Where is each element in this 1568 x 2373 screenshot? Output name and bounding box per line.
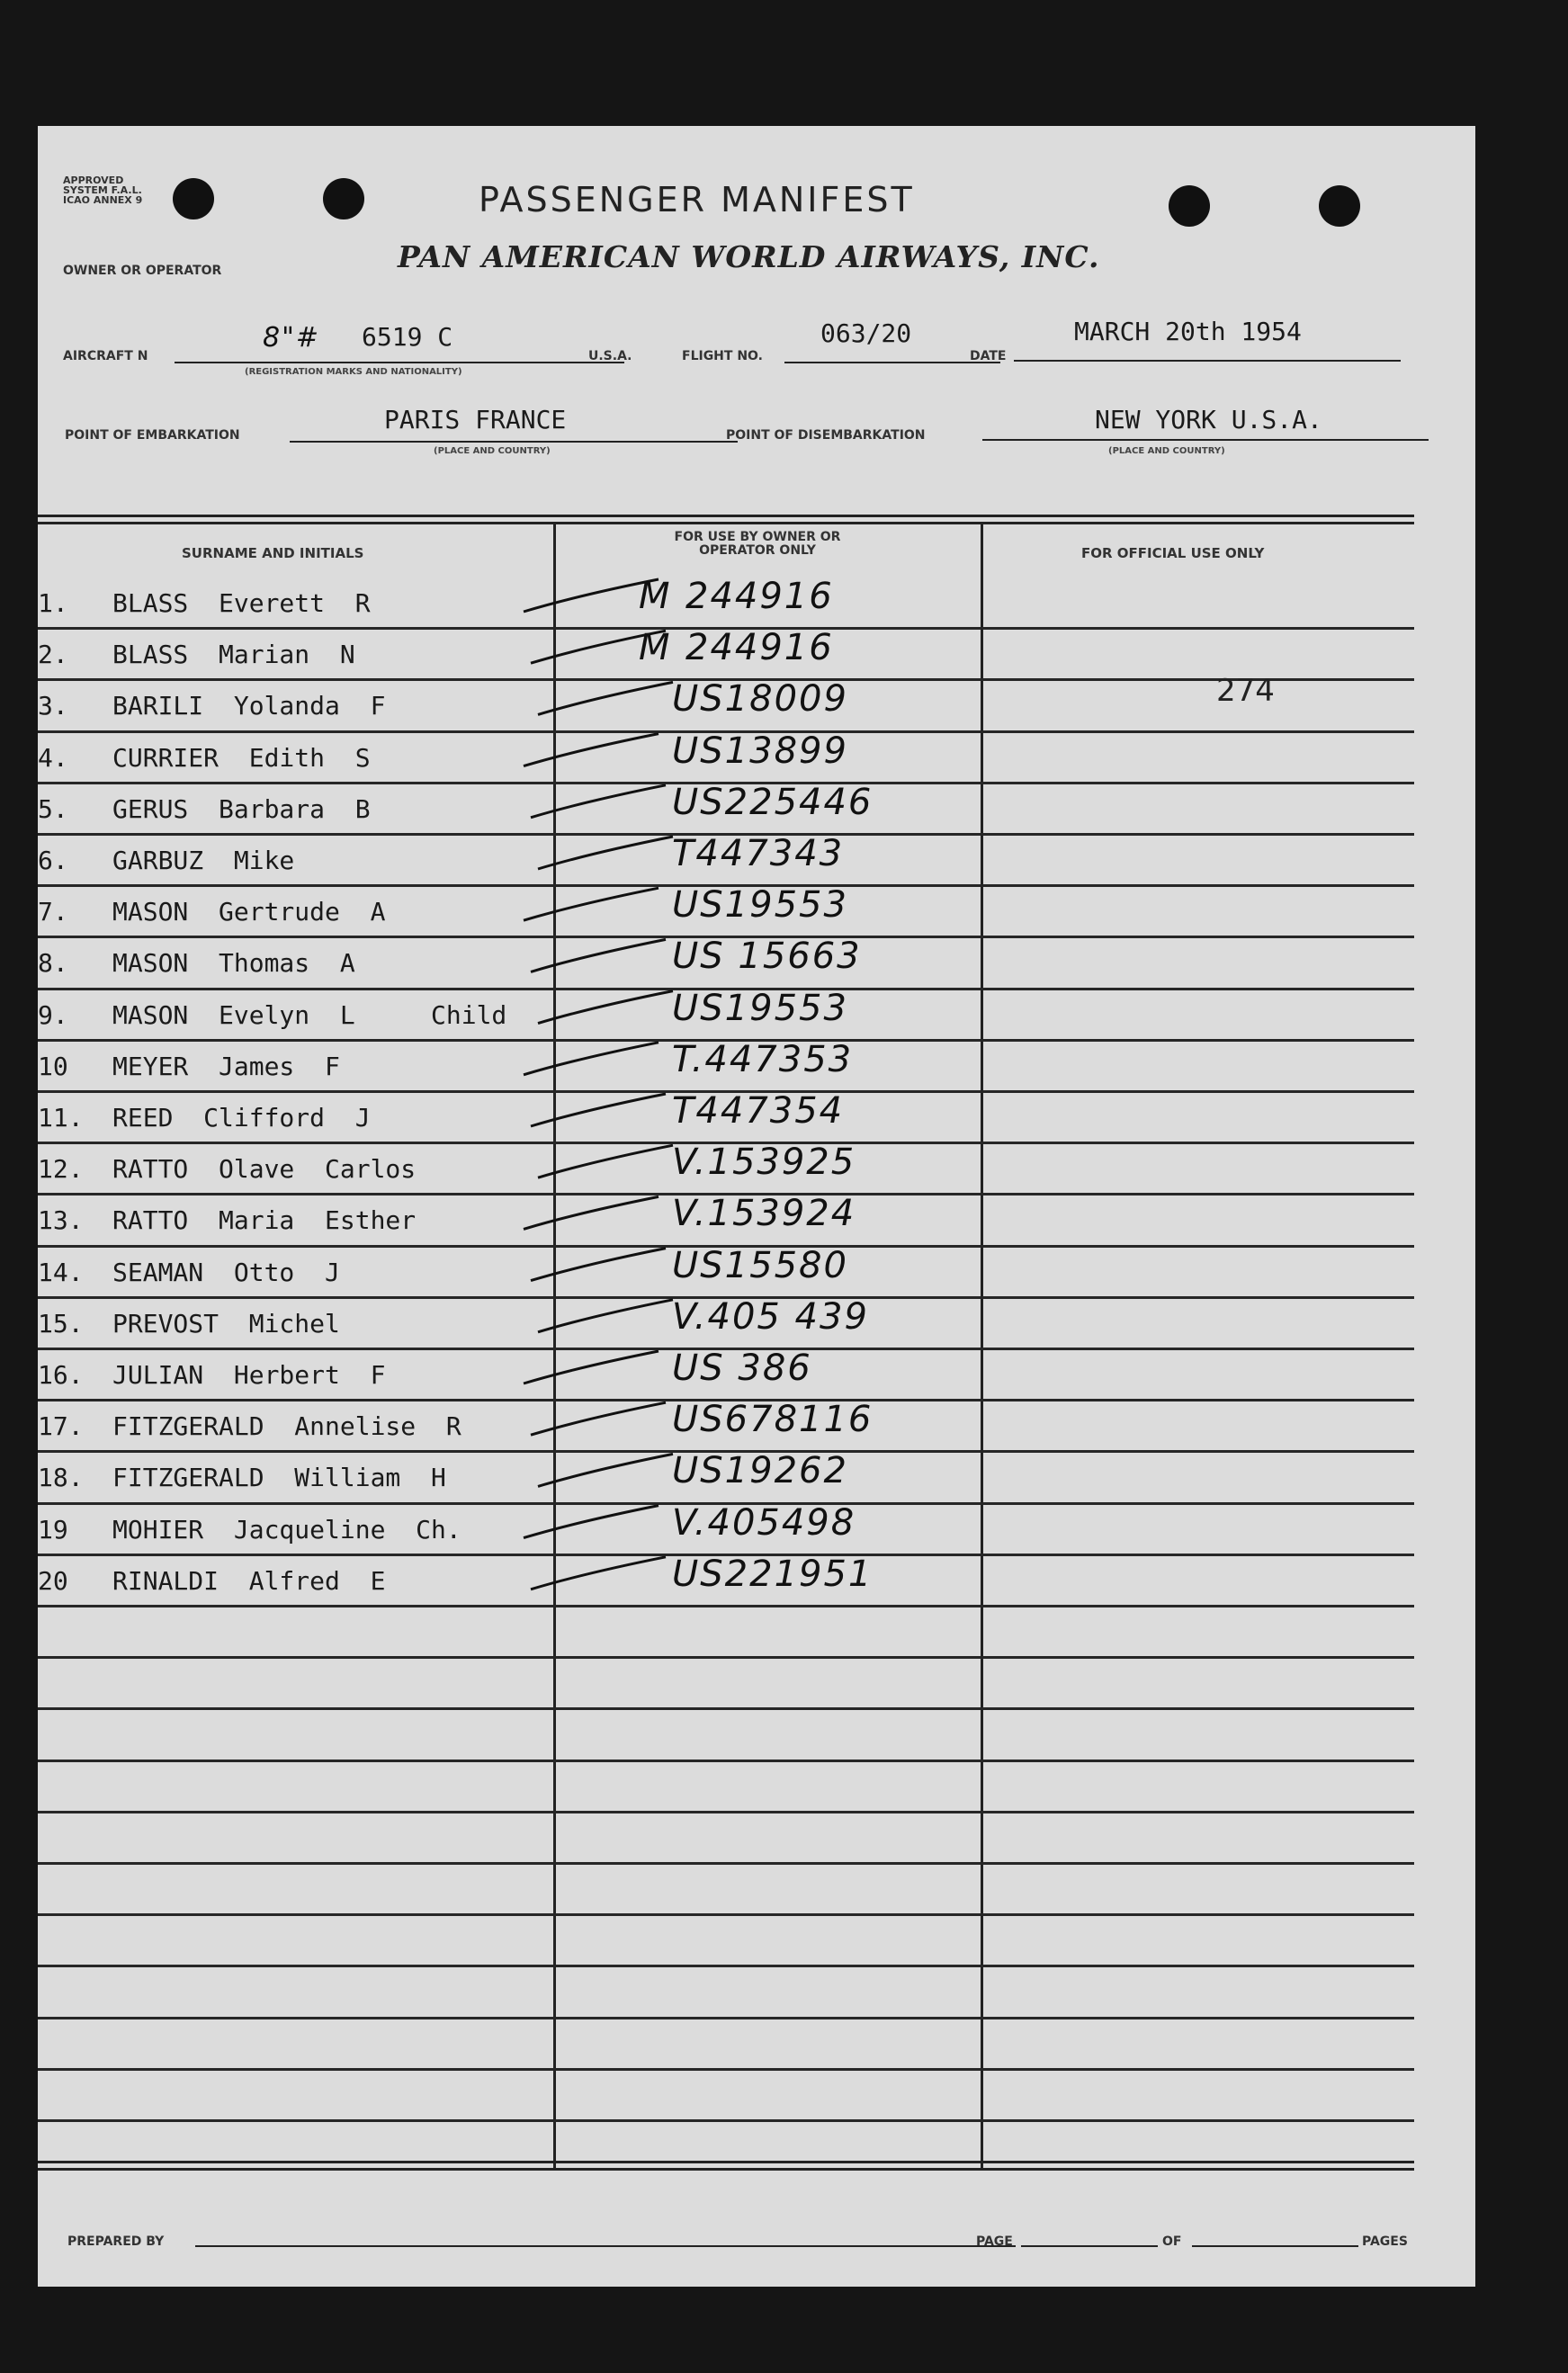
flight-label: FLIGHT NO. [682,349,763,363]
owner-label: OWNER OR OPERATOR [63,264,222,278]
passenger-name: SEAMAN Otto J [112,1258,340,1287]
passport-prefix: M [639,627,672,668]
tick-mark [538,837,673,869]
row-number: 9. [38,1000,68,1030]
passenger-name: MASON Gertrude A [112,897,386,927]
passenger-name: JULIAN Herbert F [112,1360,386,1390]
passenger-name: BARILI Yolanda F [112,691,386,721]
disembarkation-caption: (PLACE AND COUNTRY) [1108,446,1225,456]
row-number: 10 [38,1052,68,1081]
tick-mark [524,1043,659,1075]
aircraft-number: 6519 C [362,322,453,352]
official-entry: 274 [1216,673,1275,709]
row-number: 2. [38,640,68,669]
tick-mark [524,1351,659,1384]
of-label: OF [1162,2234,1182,2249]
column-header-owner-use: FOR USE BY OWNER OR OPERATOR ONLY [674,530,841,558]
passport-number: US678116 [672,1399,874,1440]
passport-number: T447343 [672,833,845,874]
passport-number: T447354 [672,1090,845,1132]
usa-label: U.S.A. [588,349,632,363]
passenger-name: REED Clifford J [112,1103,371,1133]
registration-caption: (REGISTRATION MARKS AND NATIONALITY) [245,367,462,377]
manifest-sheet [38,126,1475,2287]
date-label: DATE [970,349,1007,363]
passenger-name: RATTO Maria Esther [112,1205,417,1235]
row-number: 7. [38,897,68,927]
aircraft-prefix-handwritten: 8"# [263,322,321,354]
passport-number: 244916 [685,576,834,617]
row-number: 13. [38,1205,84,1235]
row-number: 8. [38,948,68,978]
row-number: 11. [38,1103,84,1133]
passenger-name: CURRIER Edith S [112,743,371,773]
passenger-name: MASON Evelyn L Child [112,1000,507,1030]
tick-mark [531,785,666,818]
passport-number: US225446 [672,782,874,823]
passport-number: V.153925 [672,1142,856,1183]
pages-label: PAGES [1362,2234,1408,2249]
row-number: 15. [38,1309,84,1339]
page-label: PAGE [976,2234,1013,2249]
passport-number: US 15663 [672,936,862,977]
tick-mark [531,1249,666,1281]
row-number: 14. [38,1258,84,1287]
tick-mark [538,1145,673,1178]
passport-number: US15580 [672,1245,848,1286]
tick-mark [531,1557,666,1589]
tick-mark [531,1402,666,1435]
passport-number: US221951 [672,1554,874,1595]
embarkation-value: PARIS FRANCE [384,405,567,434]
passenger-name: PREVOST Michel [112,1309,340,1339]
passport-number: US19262 [672,1450,848,1491]
row-number: 1. [38,588,68,618]
passenger-name: MASON Thomas A [112,948,355,978]
row-number: 16. [38,1360,84,1390]
date-value: MARCH 20th 1954 [1074,317,1302,346]
passenger-name: RINALDI Alfred E [112,1566,386,1596]
row-number: 5. [38,794,68,824]
tick-mark [538,1300,673,1332]
row-number: 6. [38,846,68,875]
passenger-name: RATTO Olave Carlos [112,1154,417,1184]
embarkation-label: POINT OF EMBARKATION [65,428,240,443]
tick-mark [538,1454,673,1486]
passenger-name: MEYER James F [112,1052,340,1081]
passenger-name: GERUS Barbara B [112,794,371,824]
row-number: 18. [38,1463,84,1492]
passport-number: V.405498 [672,1502,856,1544]
prepared-by-label: PREPARED BY [67,2234,165,2249]
column-header-surname: SURNAME AND INITIALS [182,545,364,561]
passenger-name: FITZGERALD William H [112,1463,446,1492]
embarkation-caption: (PLACE AND COUNTRY) [434,446,551,456]
passenger-name: GARBUZ Mike [112,846,295,875]
passenger-name: BLASS Marian N [112,640,355,669]
aircraft-label: AIRCRAFT N [63,349,148,363]
passport-number: US 386 [672,1348,812,1389]
operator-name: PAN AMERICAN WORLD AIRWAYS, INC. [398,239,1100,274]
passenger-name: FITZGERALD Annelise R [112,1411,461,1441]
passport-number: 244916 [685,627,834,668]
row-number: 19 [38,1515,68,1545]
disembarkation-value: NEW YORK U.S.A. [1095,405,1322,434]
tick-mark [531,1094,666,1126]
tick-mark [531,631,666,663]
tick-mark [538,991,673,1024]
disembarkation-label: POINT OF DISEMBARKATION [726,428,926,443]
row-number: 3. [38,691,68,721]
row-number: 20 [38,1566,68,1596]
passport-number: US13899 [672,730,848,772]
row-number: 12. [38,1154,84,1184]
row-number: 17. [38,1411,84,1441]
flight-number: 063/20 [820,318,912,348]
approved-stamp: APPROVED SYSTEM F.A.L. ICAO ANNEX 9 [63,175,143,206]
passenger-name: MOHIER Jacqueline Ch. [112,1515,461,1545]
passport-prefix: M [639,576,672,617]
passport-number: T.447353 [672,1039,854,1080]
tick-mark [524,579,659,612]
tick-mark [531,939,666,972]
tick-mark [524,734,659,766]
tick-mark [538,682,673,714]
row-number: 4. [38,743,68,773]
tick-mark [524,888,659,920]
passport-number: US19553 [672,884,848,926]
passenger-name: BLASS Everett R [112,588,371,618]
tick-marks-layer [38,126,1475,2287]
tick-mark [524,1506,659,1538]
passport-number: US18009 [672,678,848,720]
page-title: PASSENGER MANIFEST [479,180,915,219]
tick-mark [524,1196,659,1229]
passport-number: V.153924 [672,1193,856,1234]
passport-number: US19553 [672,988,848,1029]
passport-number: V.405 439 [672,1296,869,1338]
column-header-official-use: FOR OFFICIAL USE ONLY [1081,545,1265,561]
